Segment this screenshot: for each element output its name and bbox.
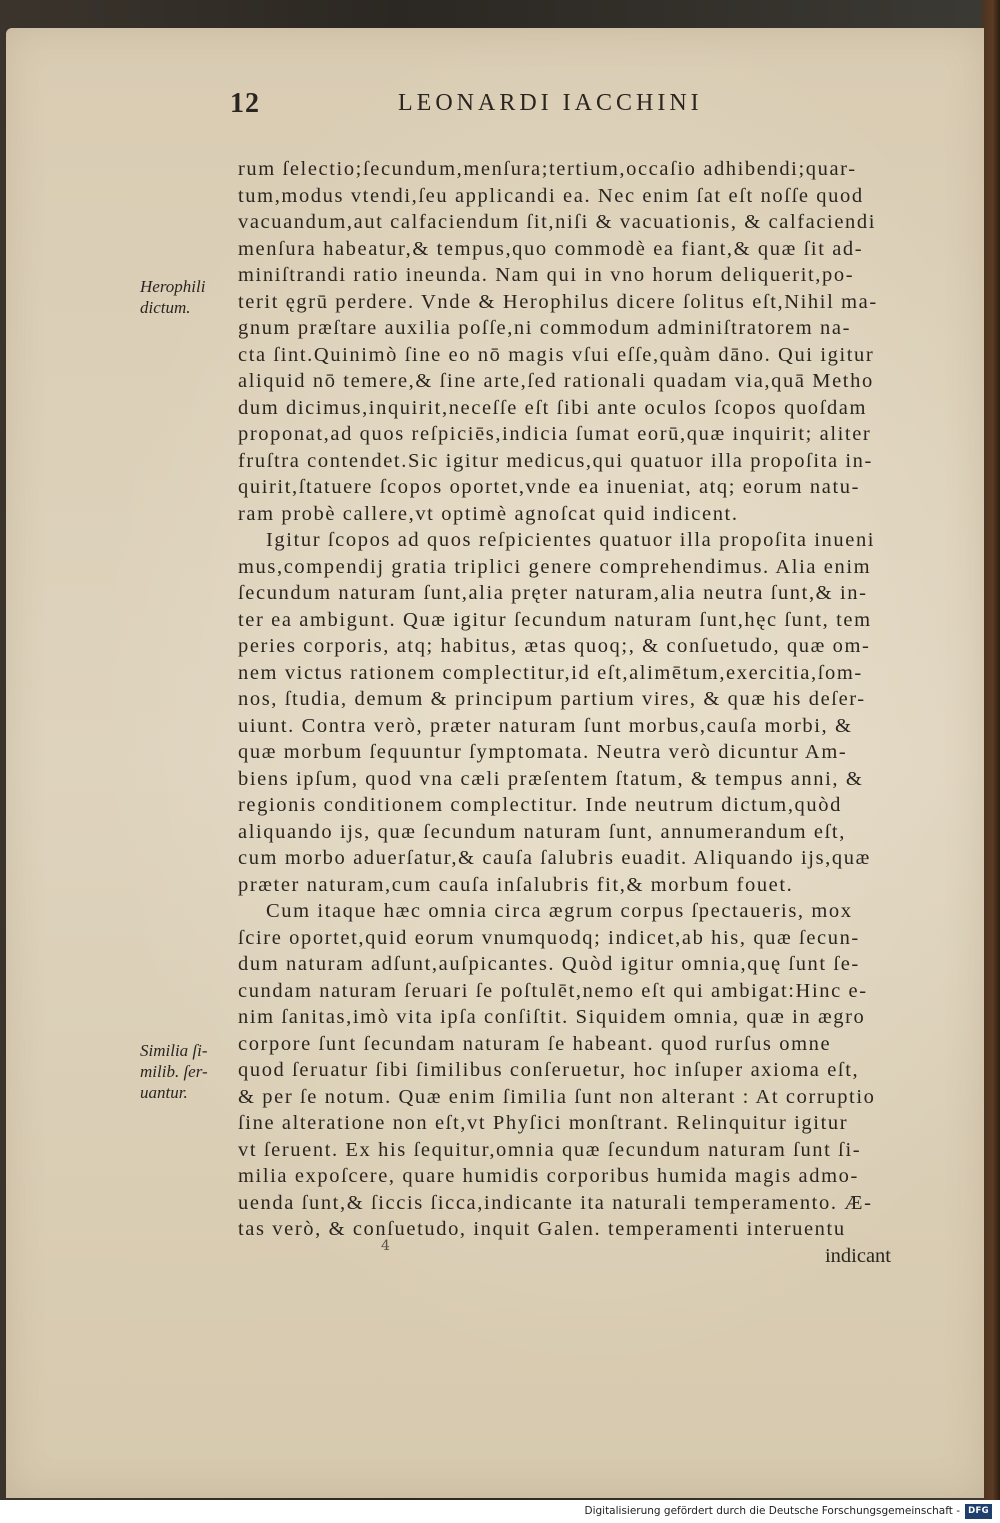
body-text [238, 156, 893, 1269]
text-line: corpore ſunt ſecundam naturam ſe habeant. quod rurſus omne [238, 1032, 832, 1055]
text-line: tum,modus vtendi,ſeu applicandi ea. Nec enim ſat eſt noſſe quod [238, 184, 864, 207]
catchword: indicant [824, 1244, 891, 1267]
footer-credit: Digitalisierung gefördert durch die Deutsche Forschungsgemeinschaft - [584, 1505, 960, 1517]
text-line: menſura habeatur,& tempus,quo commodè ea fiant,& quæ ſit ad- [238, 237, 864, 260]
marginal-note-similia [140, 1040, 208, 1103]
page-number: 12 [230, 88, 260, 119]
text-line: uenda ſunt,& ſiccis ſicca,indicante ita naturali temperamento. Æ- [238, 1191, 873, 1214]
marginal-note-herophili [140, 276, 205, 318]
text-line: Igitur ſcopos ad quos reſpicientes quatuor illa propoſita inueni [266, 529, 876, 551]
text-line: nim ſanitas,imò vita ipſa conſiſtit. Siquidem omnia, quæ in ægro [238, 1006, 866, 1028]
text-line: gnum præſtare auxilia poſſe,ni commodum adminiſtratorem na- [238, 317, 852, 339]
text-line: quod ſeruatur ſibi ſimilibus conſeruetur, hoc inſuper axioma eſt, [238, 1059, 860, 1081]
text-line: biens ipſum, quod vna cæli præſentem ſtatum, & tempus anni, & [238, 767, 864, 790]
text-line: tas verò, & conſuetudo, inquit Galen. temperamenti interuentu [238, 1218, 846, 1240]
text-line: cum morbo aduerſatur,& cauſa ſalubris euadit. Aliquando ijs,quæ [238, 847, 871, 869]
marginal-note-line: Herophili [140, 277, 206, 296]
text-line: nos, ſtudia, demum & principum partium vires, & quæ his deſer- [238, 688, 866, 710]
book-edge [982, 0, 1000, 1500]
text-line: dum naturam adſunt,auſpicantes. Quòd igitur omnia,quę ſunt ſe- [238, 953, 860, 975]
text-line: Cum itaque hæc omnia circa ægrum corpus ſpectaueris, mox [266, 900, 853, 922]
text-line: ſecundum naturam ſunt,alia pręter naturam,alia neutra ſunt,& in- [238, 582, 868, 604]
text-line: proponat,ad quos reſpiciēs,indicia ſumat eorū,quæ inquirit; aliter [238, 423, 872, 445]
text-line: ram probè callere,vt optimè agnoſcat quid indicent. [238, 502, 739, 525]
text-line: regionis conditionem complectitur. Inde neutrum dictum,quòd [238, 794, 842, 816]
text-line: peries corporis, atq; habitus, ætas quoq;, & conſuetudo, quæ om- [238, 635, 871, 657]
text-line: ter ea ambigunt. Quæ igitur ſecundum naturam ſunt,hęc ſunt, tem [238, 608, 872, 631]
text-line: uiunt. Contra verò, præter naturam ſunt morbus,cauſa morbi, & [238, 714, 853, 737]
running-title: LEONARDI IACCHINI [398, 90, 703, 116]
text-line: ſine alteratione non eſt,vt Phyſici monſtrant. Relinquitur igitur [238, 1112, 849, 1134]
text-line: & per ſe notum. Quæ enim ſimilia ſunt non alterant : At corruptio [238, 1085, 876, 1108]
text-line: ſcire oportet,quid eorum vnumquodq; indicet,ab his, quæ ſecun- [238, 926, 860, 949]
text-line: quæ morbum ſequuntur ſymptomata. Neutra verò dicuntur Am- [238, 741, 848, 763]
text-line: terit ęgrū perdere. Vnde & Herophilus dicere ſolitus eſt,Nihil ma- [238, 290, 878, 313]
running-head [230, 88, 740, 128]
marginal-note-line: Similia ſi- [140, 1041, 208, 1060]
text-line: quirit,ſtatuere ſcopos oportet,vnde ea inueniat, atq; eorum natu- [238, 476, 861, 498]
text-line: vacuandum,aut calfaciendum ſit,niſi & vacuationis, & calfaciendi [238, 211, 877, 233]
text-line: mus,compendij gratia triplici genere comprehendimus. Alia enim [238, 555, 872, 578]
text-line: miniſtrandi ratio ineunda. Nam qui in vno horum deliquerit,po- [238, 264, 855, 286]
text-line: dum dicimus,inquirit,neceſſe eſt ſibi ante oculos ſcopos quoſdam [238, 396, 868, 419]
marginal-note-line: dictum. [140, 298, 191, 317]
text-line: cta ſint.Quinimò ſine eo nō magis vſui eſſe,quàm dāno. Qui igitur [238, 343, 875, 366]
dfg-logo: DFG [965, 1504, 992, 1519]
marginal-note-line: milib. ſer- [140, 1062, 208, 1081]
text-line: aliquid nō temere,& ſine arte,ſed rationali quadam via,quā Metho [238, 370, 874, 392]
text-line: præter naturam,cum cauſa inſalubris fit,& morbum fouet. [238, 873, 794, 896]
text-line: fruſtra contendet.Sic igitur medicus,qui quatuor illa propoſita in- [238, 449, 873, 472]
text-line: nem victus rationem complectitur,id eſt,alimētum,exercitia,ſom- [238, 661, 863, 684]
text-line: vt ſeruent. Ex his ſequitur,omnia quæ ſecundum naturam ſunt ſi- [238, 1138, 862, 1161]
text-line: milia expoſcere, quare humidis corporibus humida magis admo- [238, 1165, 859, 1187]
marginal-note-line: uantur. [140, 1083, 188, 1102]
text-line: rum ſelectio;ſecundum,menſura;tertium,occaſio adhibendi;quar- [238, 158, 857, 180]
text-line: aliquando ijs, quæ ſecundum naturam ſunt, annumerandum eſt, [238, 820, 846, 843]
stray-mark: 4 [381, 1238, 390, 1254]
footer-bar [0, 1500, 1000, 1523]
text-line: cundam naturam ſeruari ſe poſtulēt,nemo eſt qui ambigat:Hinc e- [238, 979, 868, 1002]
